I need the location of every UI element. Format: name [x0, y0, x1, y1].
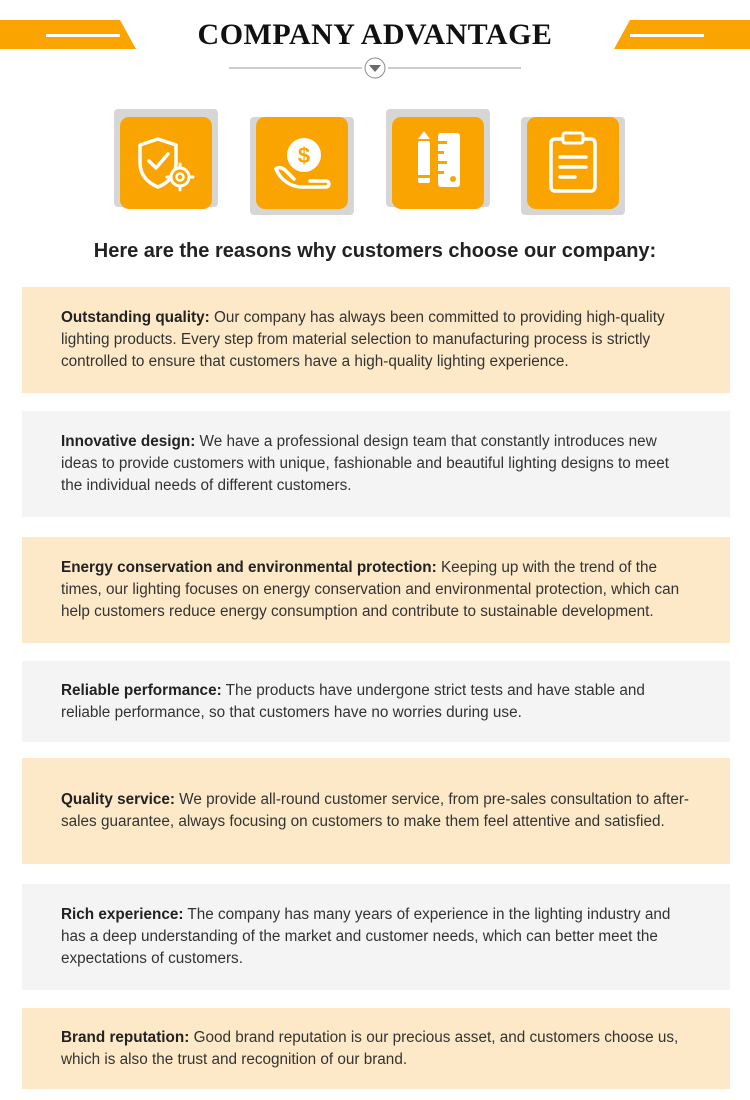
ruler-pencil-icon [392, 117, 484, 209]
reason-card-quality [22, 287, 730, 393]
page-title: COMPANY ADVANTAGE [197, 18, 553, 51]
icon-tile-design [386, 109, 492, 215]
reason-label: Outstanding quality: [61, 309, 210, 326]
reason-body: Good brand reputation is our precious asset, and customers choose us, which is also the trust and recognition of our brand. [61, 1028, 679, 1068]
reason-text [61, 904, 694, 970]
reason-body: We provide all-round customer service, from pre-sales consultation to after-sales guarantee, always focusing on customers to make them feel attentive and satisfied. [61, 791, 690, 830]
icon-tile-quality [114, 109, 220, 215]
reason-text [61, 307, 694, 373]
reason-label: Rich experience: [61, 906, 184, 923]
reason-text [61, 680, 694, 724]
reason-card-experience [22, 884, 730, 990]
reason-text [61, 431, 694, 497]
money-hand-icon [256, 117, 348, 209]
reason-body: We have a professional design team that constantly introduces new ideas to provide customers with unique, fashionable and beautiful lighting designs to meet the individual needs of different customers. [61, 433, 670, 494]
reason-label: Quality service: [61, 791, 175, 808]
reason-text [61, 789, 694, 833]
reason-card-brand [22, 1008, 730, 1089]
reason-body: The company has many years of experience in the lighting industry and has a deep understanding of the market and customer needs, which can better meet the expectations of customers. [61, 906, 671, 967]
section-subtitle: Here are the reasons why customers choose our company: [93, 240, 657, 262]
reason-body: The products have undergone strict tests and have stable and reliable performance, so that customers have no worries during use. [61, 681, 645, 721]
shield-gear-icon [120, 117, 212, 209]
reason-label: Brand reputation: [61, 1028, 190, 1046]
reason-card-design [22, 411, 730, 517]
title-divider [229, 56, 521, 80]
icon-tile-price [250, 109, 356, 215]
reason-card-performance [22, 661, 730, 742]
reason-label: Energy conservation and environmental protection: [61, 559, 437, 576]
reason-text [61, 1027, 694, 1071]
reason-label: Reliable performance: [61, 681, 222, 699]
reason-body: Keeping up with the trend of the times, our lighting focuses on energy conservation and environmental protection, which can help customers reduce energy consumption and contribute to sustainable development. [61, 559, 680, 620]
reason-card-energy [22, 537, 730, 643]
reason-body: Our company has always been committed to providing high-quality lighting products. Every step from material selection to manufacturing process is strictly controlled to ensure that customers have a high-quality lighting experience. [61, 309, 665, 370]
icon-tile-service [521, 109, 627, 215]
reason-text [61, 557, 694, 623]
svg-text:$: $ [297, 143, 311, 168]
clipboard-icon [527, 117, 619, 209]
reason-card-service [22, 758, 730, 864]
reason-label: Innovative design: [61, 433, 196, 450]
